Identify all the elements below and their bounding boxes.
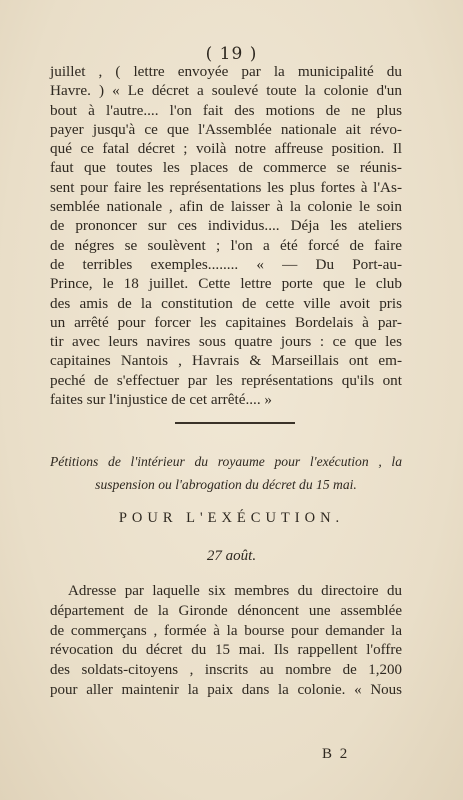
text-line: de commerçans , formée à la bourse pour demander la (50, 622, 402, 639)
text-line: qué ce fatal décret ; voilà notre affreuse position. Il (50, 140, 402, 158)
text-line: tir avec leurs navires sous quatre jours : ce que les (50, 333, 402, 351)
text-line: de terribles exemples........ « — Du Port-au- (50, 255, 402, 273)
text-line: des soldats-citoyens , inscrits au nombre de 1,200 (50, 662, 402, 679)
text-line: peché de s'effectuer par les représentations qu'ils ont (50, 371, 402, 389)
text-line: faut que toutes les places de commerce se réunis- (50, 159, 402, 177)
signature-mark: B 2 (322, 746, 350, 762)
text-line: de négres se soulèvent ; l'on a été forcé de faire (50, 236, 402, 254)
text-line: Havre. ) « Le décret a soulevé toute la colonie d'un (50, 82, 402, 100)
text-line: Adresse par laquelle six membres du directoire du (68, 583, 402, 599)
section-divider-rule (175, 422, 295, 424)
text-line: pour aller maintenir la paix dans la colonie. « Nous (50, 681, 402, 698)
text-line: faites sur l'injustice de cet arrêté.... » (50, 391, 273, 409)
text-line: juillet , ( lettre envoyée par la municipalité du (50, 63, 402, 80)
page-number: ( 19 ) (205, 44, 258, 64)
petition-heading (50, 450, 402, 496)
text-line: Prince, le 18 juillet. Cette lettre porte que le club (50, 275, 402, 293)
body-paragraph-2 (50, 582, 402, 701)
text-line: révocation du décret du 15 mai. Ils rappellent l'offre (50, 642, 402, 659)
section-heading: POUR L'EXÉCUTION. (118, 510, 345, 526)
text-line: semblée nationale , afin de laisser à la colonie le soin (50, 198, 402, 216)
entry-date: 27 août. (206, 548, 257, 564)
text-line: bout à l'autre.... l'on fait des motions de ne plus (50, 101, 402, 119)
text-line: un arrêté pour forcer les capitaines Bordelais à par- (50, 313, 402, 331)
text-line: des amis de la constitution de cette ville avoit pris (50, 294, 402, 312)
text-line: sent pour faire les représentations les plus fortes à l'As- (50, 178, 402, 196)
text-line: payer jusqu'à ce que l'Assemblée nationale ait révo- (50, 120, 402, 138)
text-line: de prononcer sur ces individus.... Déja les ateliers (50, 217, 402, 235)
text-line: département de la Gironde dénoncent une assemblée (50, 602, 402, 619)
heading-line: Pétitions de l'intérieur du royaume pour l'exécution , la (50, 454, 402, 469)
text-line: capitaines Nantois , Havrais & Marseillais ont em- (50, 352, 402, 370)
body-paragraph-1 (50, 62, 402, 409)
heading-line: suspension ou l'abrogation du décret du 15 mai. (95, 477, 357, 492)
